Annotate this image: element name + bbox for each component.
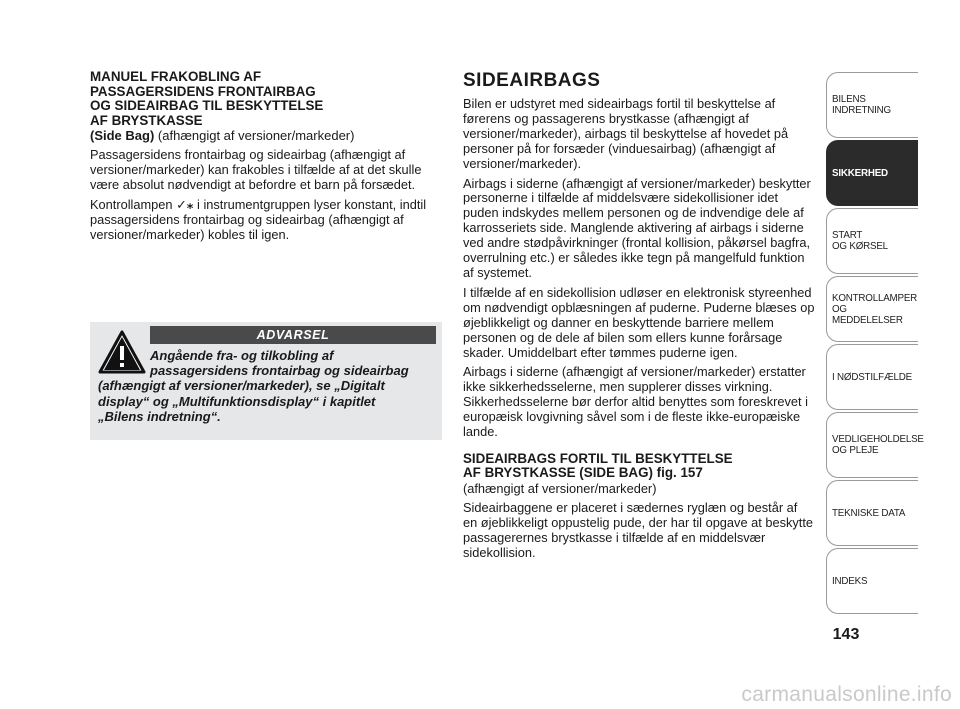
section-heading-manual-disable: MANUEL FRAKOBLING AF PASSAGERSIDENS FRONTAIRBAG OG SIDEAIRBAG TIL BESKYTTELSE AF BRYSTKASSE: [90, 69, 324, 128]
tab-tekniske-data[interactable]: TEKNISKE DATA: [826, 480, 918, 546]
paragraph: Bilen er udstyret med sideairbags fortil til beskyttelse af førerens og passagerens brystkasse (afhængigt af versioner/markeder), airbags til beskyttelse af hovedet på personer på for forsæder (vinduesairbag) (afhængigt af versioner/markeder).: [463, 96, 789, 171]
subsection-heading-side-bag: SIDEAIRBAGS FORTIL TIL BESKYTTELSE AF BRYSTKASSE (SIDE BAG) fig. 157: [463, 450, 733, 481]
paragraph: Sideairbaggene er placeret i sædernes ryglæn og består af en øjeblikkeligt oppustelig pude, der har til opgave at beskytte passagerernes brystkasse i tilfælde af en middelsvær sidekollision.: [463, 499, 813, 560]
subsection-note: (afhængigt af versioner/markeder): [463, 480, 657, 496]
tab-start-og-korsel[interactable]: START OG KØRSEL: [826, 208, 918, 274]
paragraph: Kontrollampen ✓⁎ i instrumentgruppen lyser konstant, indtil passagersidens frontairbag og sideairbag (afhængigt af versioner/markeder) kobles til igen.: [90, 196, 427, 242]
tab-indeks[interactable]: INDEKS: [826, 548, 918, 614]
watermark: carmanualsonline.info: [741, 683, 952, 706]
warning-box: [90, 322, 442, 440]
paragraph: Passagersidens frontairbag og sideairbag (afhængigt af versioner/markeder) kan frakobles i tilfælde af at det skulle være absolut nødvendigt at befordre et barn på forsædet.: [90, 147, 422, 192]
chapter-tabs: [826, 72, 924, 616]
heading-subline: (Side Bag) (afhængigt af versioner/markeder): [90, 128, 355, 143]
paragraph: Airbags i siderne (afhængigt af versioner/markeder) erstatter ikke sikkerhedsselerne, men supplerer disses virkning. Sikkerhedsselerne bør derfor altid benyttes som foreskrevet i europæisk lovgivning såvel som i de fleste ikke-europæiske lande.: [463, 364, 808, 440]
tab-vedligeholdelse[interactable]: VEDLIGEHOLDELSE OG PLEJE: [826, 412, 918, 478]
middle-column: [463, 70, 815, 561]
airbag-off-warning-light-icon: ✓⁎: [176, 196, 194, 212]
tab-sikkerhed[interactable]: SIKKERHED: [826, 140, 918, 206]
page-number: 143: [832, 626, 860, 643]
warning-text: Angående fra- og tilkobling af passagersidens frontairbag og sideairbag (afhængigt af versioner/markeder), se „Digitalt display“ og „Multifunktionsdisplay“ i kapitlet „Bilens indretning“.: [98, 348, 409, 424]
tab-kontrollamper[interactable]: KONTROLLAMPER OG MEDDELELSER: [826, 276, 918, 342]
paragraph: I tilfælde af en sidekollision udløser en elektronisk styreenhed om nødvendigt opblæsningen af puderne. Puderne blæses op øjeblikkeligt og danner en beskyttende barriere mellem personen og de dele af bilen som ellers kunne forårsage skader. Umiddelbart efter tømmes puderne igen.: [463, 284, 815, 360]
paragraph: Airbags i siderne (afhængigt af versioner/markeder) beskytter personerne i tilfælde af middelsvære sidekollisioner idet puden indskydes mellem personen og de indvendige dele af karrosseriets side. Manglende aktivering af airbags i siderne ved andre stødpåvirkninger (frontal kollision, påkørsel bagfra, overrulning etc.) er således ikke tegn på mangelfuld funktion af systemet.: [463, 175, 811, 280]
tab-bilens-indretning[interactable]: BILENS INDRETNING: [826, 72, 918, 138]
tab-nodstilfaelde[interactable]: I NØDSTILFÆLDE: [826, 344, 918, 410]
left-column: [90, 70, 440, 242]
warning-label: ADVARSEL: [150, 326, 436, 344]
section-title-sideairbags: SIDEAIRBAGS: [463, 70, 601, 91]
